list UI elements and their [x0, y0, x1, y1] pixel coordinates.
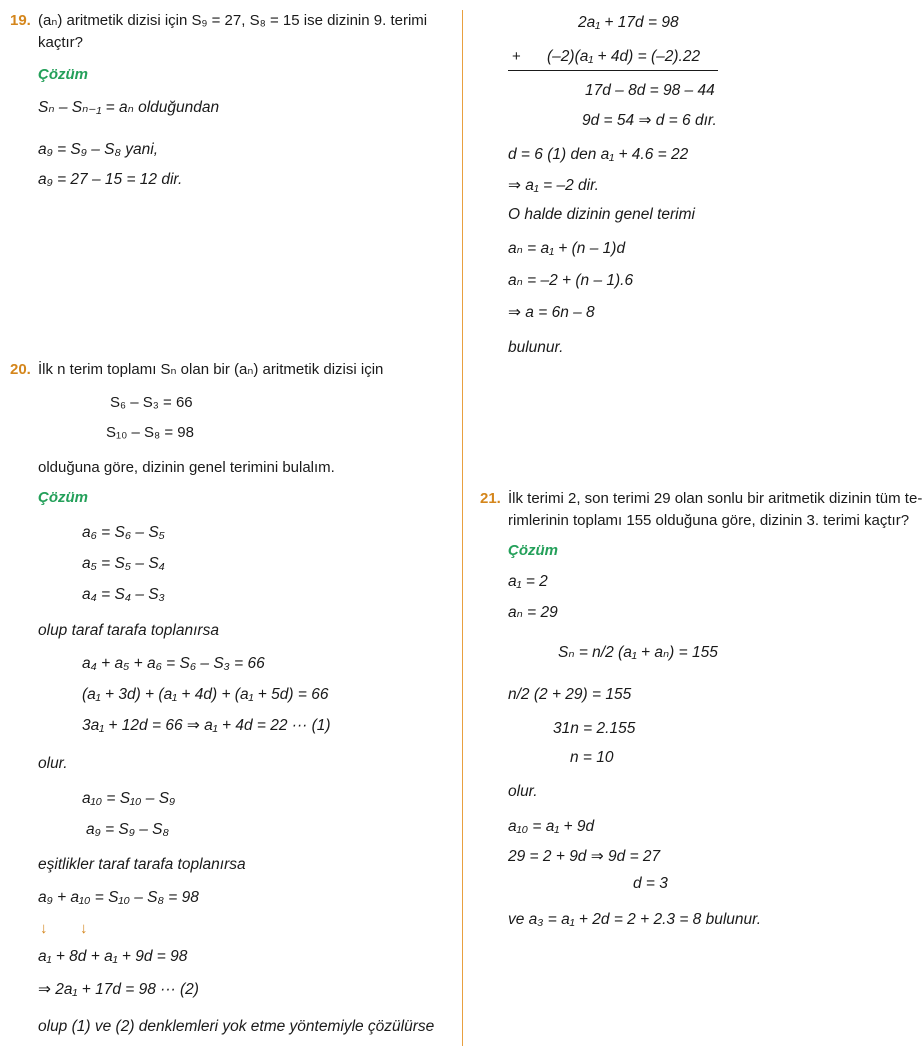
problem-20-sum1: a₄ + a₅ + a₆ = S₆ – S₃ = 66 — [82, 655, 265, 672]
a1-result: ⇒ a₁ = –2 dir. — [508, 177, 599, 194]
problem-21-sum-substituted: n/2 (2 + 29) = 155 — [508, 686, 632, 703]
problem-21-d-step: 29 = 2 + 9d ⇒ 9d = 27 — [508, 848, 661, 865]
problem-20-sum6: ⇒ 2a₁ + 17d = 98 ··· (2) — [38, 981, 199, 998]
problem-21-step: 31n = 2.155 — [553, 720, 636, 737]
general-term-substituted: aₙ = –2 + (n – 1).6 — [508, 272, 634, 289]
elimination-result2: 9d = 54 ⇒ d = 6 dır. — [582, 112, 717, 129]
problem-20-text4: olup (1) ve (2) denklemleri yok etme yöntemiyle çözülürse — [38, 1018, 435, 1035]
problem-20-number: 20. — [10, 361, 31, 378]
problem-21-an: aₙ = 29 — [508, 604, 558, 621]
problem-20-text2: olur. — [38, 755, 68, 772]
problem-19-question-line1: (aₙ) aritmetik dizisi için S₉ = 27, S₈ = 15 ise dizinin 9. terimi — [38, 12, 428, 29]
problem-21-sum-formula: Sₙ = n/2 (a₁ + aₙ) = 155 — [558, 644, 718, 661]
problem-20-a5: a₅ = S₅ – S₄ — [82, 555, 165, 572]
problem-20-a4: a₄ = S₄ – S₃ — [82, 586, 165, 603]
problem-20-sum5: a₁ + 8d + a₁ + 9d = 98 — [38, 948, 188, 965]
elimination-eq2: (–2)(a₁ + 4d) = (–2).22 — [547, 48, 701, 65]
problem-21-solution-heading: Çözüm — [508, 542, 558, 559]
problem-20-sum3: 3a₁ + 12d = 66 ⇒ a₁ + 4d = 22 ··· (1) — [82, 717, 331, 734]
problem-20-question-line1: İlk n terim toplamı Sₙ olan bir (aₙ) aritmetik dizisi için — [38, 361, 384, 378]
problem-21-final: ve a₃ = a₁ + 2d = 2 + 2.3 = 8 bulunur. — [508, 911, 762, 928]
elimination-plus-sign: + — [512, 48, 521, 65]
problem-20-given-eq1: S₆ – S₃ = 66 — [110, 394, 193, 411]
substitution-step: d = 6 (1) den a₁ + 4.6 = 22 — [508, 146, 689, 163]
problem-19-step3: a₉ = 27 – 15 = 12 dir. — [38, 171, 183, 188]
problem-19-question-line2: kaçtır? — [38, 34, 84, 51]
problem-20-question-line2: olduğuna göre, dizinin genel terimini bulalım. — [38, 459, 335, 476]
problem-21-d-result: d = 3 — [633, 875, 668, 892]
problem-21-text1: olur. — [508, 783, 538, 800]
problem-21-a10: a₁₀ = a₁ + 9d — [508, 818, 595, 835]
problem-19-solution-heading: Çözüm — [38, 66, 88, 83]
general-term-result: ⇒ a = 6n – 8 — [508, 304, 595, 321]
problem-20-a9: a₉ = S₉ – S₈ — [86, 821, 169, 838]
elimination-eq1: 2a₁ + 17d = 98 — [578, 14, 679, 31]
general-term-text: O halde dizinin genel terimi — [508, 206, 695, 223]
sum-line — [508, 70, 718, 71]
problem-21-number: 21. — [480, 490, 501, 507]
problem-20-text1: olup taraf tarafa toplanırsa — [38, 622, 219, 639]
down-arrow-icon: ↓ — [80, 920, 88, 937]
problem-21-question-line1: İlk terimi 2, son terimi 29 olan sonlu bir aritmetik dizinin tüm te- — [508, 490, 923, 507]
problem-21-a1: a₁ = 2 — [508, 573, 548, 590]
general-term-formula: aₙ = a₁ + (n – 1)d — [508, 240, 626, 257]
problem-20-given-eq2: S₁₀ – S₈ = 98 — [106, 424, 194, 441]
problem-20-a6: a₆ = S₆ – S₅ — [82, 524, 165, 541]
problem-20-sum2: (a₁ + 3d) + (a₁ + 4d) + (a₁ + 5d) = 66 — [82, 686, 329, 703]
problem-19-step1: Sₙ – Sₙ₋₁ = aₙ olduğundan — [38, 99, 220, 116]
problem-20-solution-heading: Çözüm — [38, 489, 88, 506]
problem-20-a10: a₁₀ = S₁₀ – S₉ — [82, 790, 176, 807]
conclusion-text: bulunur. — [508, 339, 564, 356]
problem-19-number: 19. — [10, 12, 31, 29]
problem-19-step2: a₉ = S₉ – S₈ yani, — [38, 141, 159, 158]
problem-21-question-line2: rimlerinin toplamı 155 olduğuna göre, dizinin 3. terimi kaçtır? — [508, 512, 910, 529]
down-arrow-icon: ↓ — [40, 920, 48, 937]
problem-21-n-result: n = 10 — [570, 749, 614, 766]
elimination-result1: 17d – 8d = 98 – 44 — [585, 82, 715, 99]
column-divider — [462, 10, 463, 1046]
problem-20-sum4: a₉ + a₁₀ = S₁₀ – S₈ = 98 — [38, 889, 199, 906]
problem-20-text3: eşitlikler taraf tarafa toplanırsa — [38, 856, 246, 873]
